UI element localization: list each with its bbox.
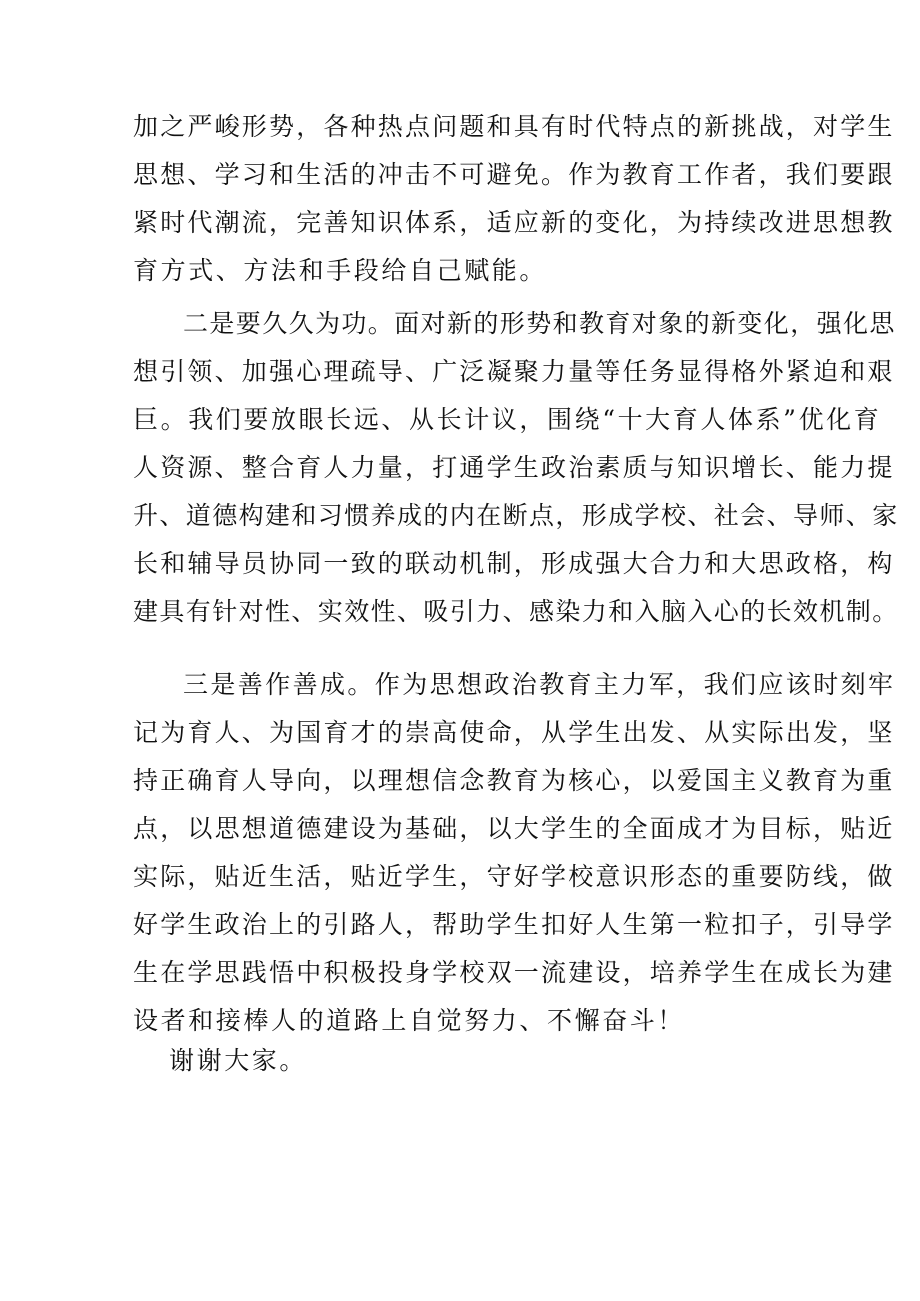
text-line: 建具有针对性、实效性、吸引力、感染力和入脑入心的长效机制。	[133, 597, 899, 626]
text-line: 想引领、加强心理疏导、广泛凝聚力量等任务显得格外紧迫和艰	[133, 357, 895, 386]
text-line: 人资源、整合育人力量，打通学生政治素质与知识增长、能力提	[133, 453, 895, 482]
paragraph-2-first-line: 二是要久久为功。面对新的形势和教育对象的新变化，强化思	[183, 309, 896, 338]
text-line: 记为育人、为国育才的崇高使命，从学生出发、从实际出发，坚	[133, 718, 895, 747]
text-line: 好学生政治上的引路人，帮助学生扣好人生第一粒扣子，引导学	[133, 910, 895, 939]
text-line: 设者和接棒人的道路上自觉努力、不懈奋斗！	[133, 1006, 686, 1035]
text-line: 点，以思想道德建设为基础，以大学生的全面成才为目标，贴近	[133, 814, 895, 843]
text-line: 加之严峻形势，各种热点问题和具有时代特点的新挑战，对学生	[133, 112, 895, 141]
text-line: 育方式、方法和手段给自己赋能。	[133, 256, 548, 285]
text-line: 实际，贴近生活，贴近学生，守好学校意识形态的重要防线，做	[133, 862, 895, 891]
paragraph-3-first-line: 三是善作善成。作为思想政治教育主力军，我们应该时刻牢	[183, 670, 896, 699]
text-line: 升、道德构建和习惯养成的内在断点，形成学校、社会、导师、家	[133, 501, 899, 530]
text-line: 持正确育人导向，以理想信念教育为核心，以爱国主义教育为重	[133, 766, 895, 795]
text-line: 生在学思践悟中积极投身学校双一流建设，培养学生在成长为建	[133, 958, 895, 987]
text-line: 巨。我们要放眼长远、从长计议，围绕“十大育人体系”优化育	[133, 405, 882, 434]
closing-line: 谢谢大家。	[169, 1046, 308, 1075]
text-line: 思想、学习和生活的冲击不可避免。作为教育工作者，我们要跟	[133, 160, 895, 189]
text-line: 紧时代潮流，完善知识体系，适应新的变化，为持续改进思想教	[133, 208, 895, 237]
text-line: 长和辅导员协同一致的联动机制，形成强大合力和大思政格，构	[133, 549, 895, 578]
